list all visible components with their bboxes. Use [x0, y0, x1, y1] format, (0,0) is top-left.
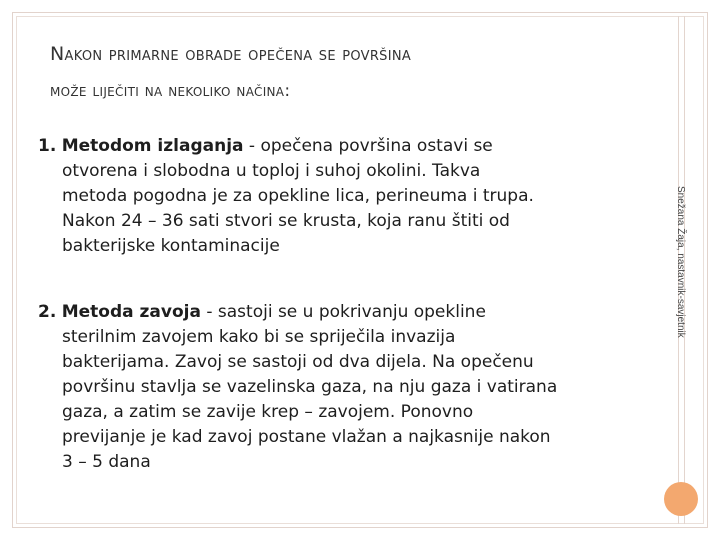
item-text-line: površinu stavlja se vazelinska gaza, na nju gaza i vatirana: [62, 377, 558, 397]
author-credit: Snežana Žaja, nastavnik-savjetnik: [675, 186, 686, 338]
author-sidebar: [672, 186, 692, 376]
item-text-line: metoda pogodna je za opekline lica, perineuma i trupa.: [62, 186, 534, 206]
decorative-circle: [664, 482, 698, 516]
item-text-line: Nakon 24 – 36 sati stvori se krusta, koja ranu štiti od: [62, 211, 510, 231]
title-line-2: može liječiti na nekoliko načina:: [50, 81, 291, 101]
title-line-1: Nakon primarne obrade opečena se površina: [50, 43, 412, 65]
item-number: 1.: [38, 136, 57, 156]
item-text-line: - opečena površina ostavi se: [243, 136, 493, 156]
item-number: 2.: [38, 302, 57, 322]
slide-title: [50, 36, 650, 110]
item-first-line: [38, 300, 628, 325]
slide-content: [38, 134, 628, 475]
item-text-line: bakterijama. Zavoj se sastoji od dva dijela. Na opečenu: [62, 352, 534, 372]
item-text-line: - sastoji se u pokrivanju opekline: [200, 302, 486, 322]
item-heading: Metoda zavoja: [61, 302, 201, 322]
list-item-bandage-method: [38, 300, 628, 475]
item-first-line: [38, 134, 628, 159]
item-text-line: 3 – 5 dana: [62, 452, 151, 472]
item-text-line: gaza, a zatim se zavije krep – zavojem. Ponovno: [62, 402, 474, 422]
item-text-line: sterilnim zavojem kako bi se spriječila invazija: [62, 327, 456, 347]
item-text-line: otvorena i slobodna u toploj i suhoj okolini. Takva: [62, 161, 481, 181]
item-text-line: previjanje je kad zavoj postane vlažan a najkasnije nakon: [62, 427, 551, 447]
list-item-exposure-method: [38, 134, 628, 259]
item-text-line: bakterijske kontaminacije: [62, 236, 280, 256]
item-heading: Metodom izlaganja: [61, 136, 244, 156]
